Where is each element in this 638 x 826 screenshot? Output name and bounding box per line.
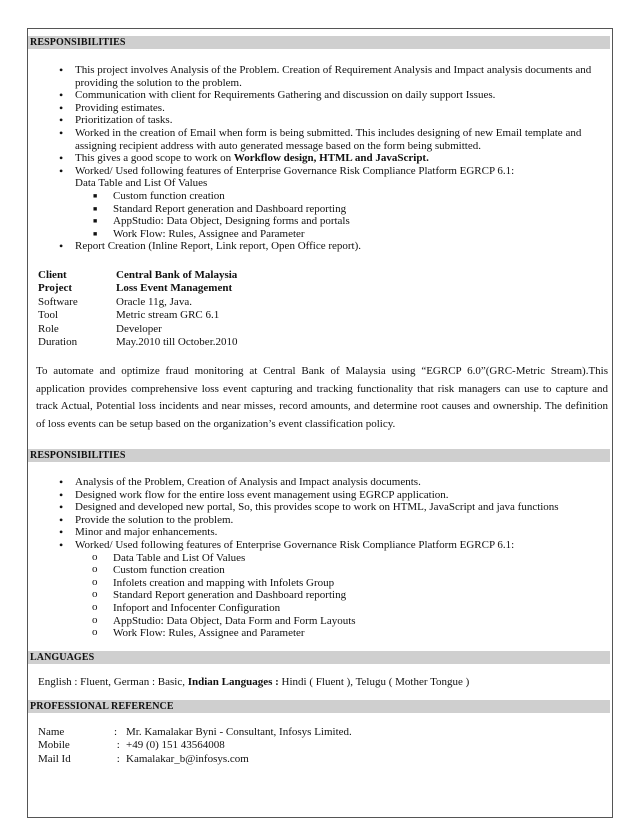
list-item: • This project involves Analysis of the Problem. Creation of Requirement Analysis and Impact analysis documents and providing the solution to the problem. xyxy=(28,64,610,89)
egrcp-subline: Data Table and List Of Values xyxy=(75,177,208,190)
list-item: • Provide the solution to the problem. xyxy=(28,514,610,527)
field-label: Name xyxy=(38,725,65,738)
egrcp-feature-list xyxy=(75,552,610,640)
scope-text: This gives a good scope to work on xyxy=(75,152,234,165)
section-header-languages: LANGUAGES xyxy=(28,651,610,664)
field-label: Role xyxy=(38,322,59,335)
field-value: Mr. Kamalakar Byni - Consultant, Infosys Limited. xyxy=(126,725,352,738)
list-item: o Data Table and List Of Values xyxy=(75,552,610,565)
list-item: • Minor and major enhancements. xyxy=(28,526,610,539)
responsibilities-list-1 xyxy=(28,64,610,253)
field-value: Developer xyxy=(116,322,162,335)
list-item: • Analysis of the Problem, Creation of Analysis and Impact analysis documents. xyxy=(28,476,610,489)
list-item: o Infoport and Infocenter Configuration xyxy=(75,602,610,615)
reference-row-mobile xyxy=(28,739,610,752)
list-item: o Work Flow: Rules, Assignee and Parameter xyxy=(75,627,610,640)
list-item: ■ Standard Report generation and Dashboard reporting xyxy=(75,203,610,216)
list-item: o Standard Report generation and Dashboard reporting xyxy=(75,589,610,602)
list-item: o AppStudio: Data Object, Data Form and Form Layouts xyxy=(75,615,610,628)
list-item: • Communication with client for Requirements Gathering and discussion on daily support Issues. xyxy=(28,89,610,102)
field-label: Mail Id xyxy=(38,752,71,765)
list-item: o Custom function creation xyxy=(75,564,610,577)
field-value: +49 (0) 151 43564008 xyxy=(126,739,225,752)
field-separator: : xyxy=(114,752,120,765)
project-row-project xyxy=(28,282,610,295)
project-row-client xyxy=(28,269,610,282)
field-value: Oracle 11g, Java. xyxy=(116,295,192,308)
list-item: • Providing estimates. xyxy=(28,102,610,115)
field-value: Metric stream GRC 6.1 xyxy=(116,309,220,322)
list-item: ■ Custom function creation xyxy=(75,190,610,203)
field-label: Duration xyxy=(38,335,78,348)
resume-page xyxy=(28,36,610,766)
responsibilities-list-2 xyxy=(28,476,610,640)
scope-bold-text: Workflow design, HTML and JavaScript. xyxy=(233,152,429,165)
list-item: • Prioritization of tasks. xyxy=(28,114,610,127)
field-label: Mobile xyxy=(38,739,70,752)
field-value: Loss Event Management xyxy=(116,282,233,295)
field-value: May.2010 till October.2010 xyxy=(116,335,238,348)
egrcp-line: • Worked/ Used following features of Enterprise Governance Risk Compliance Platform EGRCP 6.1: xyxy=(75,164,515,177)
project-details xyxy=(28,269,610,349)
list-item xyxy=(28,152,610,165)
project-row-duration xyxy=(28,336,610,349)
project-description: To automate and optimize fraud monitoring at Central Bank of Malaysia using “EGRCP 6.0”(GRC-Metric Stream).This application provides comprehensive loss event capturing and tracking functionality that risk managers can use to capture and track Actual, Potential loss incidents and near misses, record amounts, and determine root causes and ownership. The definition of loss events can be setup based on the organization’s event classification policy. xyxy=(36,365,608,430)
section-header-responsibilities-1: RESPONSIBILITIES xyxy=(28,36,610,49)
field-separator: : xyxy=(114,739,120,752)
reference-row-name xyxy=(28,726,610,739)
reference-details xyxy=(28,726,610,766)
field-value: Kamalakar_b@infosys.com xyxy=(126,752,249,765)
list-item: ■ AppStudio: Data Object, Designing forms and portals xyxy=(75,215,610,228)
list-item: o Infolets creation and mapping with Infolets Group xyxy=(75,577,610,590)
section-header-professional-reference: PROFESSIONAL REFERENCE xyxy=(28,700,610,713)
list-item xyxy=(28,539,610,640)
languages-bold-label: Indian Languages : xyxy=(187,675,279,688)
reference-row-mail xyxy=(28,753,610,766)
field-label: Client xyxy=(38,268,67,281)
section-header-responsibilities-2: RESPONSIBILITIES xyxy=(28,449,610,462)
field-separator: : xyxy=(114,725,118,738)
egrcp-feature-list xyxy=(75,190,610,240)
list-item: ■ Work Flow: Rules, Assignee and Parameter xyxy=(75,228,610,241)
field-label: Tool xyxy=(38,309,59,322)
egrcp-line: • Worked/ Used following features of Enterprise Governance Risk Compliance Platform EGRCP 6.1: xyxy=(75,538,515,551)
project-row-software xyxy=(28,296,610,309)
languages-line xyxy=(28,675,610,689)
project-row-tool xyxy=(28,309,610,322)
list-item: • Designed work flow for the entire loss event management using EGRCP application. xyxy=(28,489,610,502)
list-item: • Report Creation (Inline Report, Link report, Open Office report). xyxy=(28,240,610,253)
list-item: • Worked in the creation of Email when form is being submitted. This includes designing of new Email template and assigning recipient address with auto generated message based on the form being submitted. xyxy=(28,127,610,152)
list-item: • Designed and developed new portal, So, this provides scope to work on HTML, JavaScript and java functions xyxy=(28,501,610,514)
languages-text-indian: Hindi ( Fluent ), Telugu ( Mother Tongue ) xyxy=(278,675,470,688)
field-label: Project xyxy=(38,282,72,295)
list-item xyxy=(28,165,610,241)
field-value: Central Bank of Malaysia xyxy=(116,268,238,281)
project-row-role xyxy=(28,323,610,336)
languages-text: English : Fluent, German : Basic, xyxy=(38,675,188,688)
field-label: Software xyxy=(38,295,78,308)
